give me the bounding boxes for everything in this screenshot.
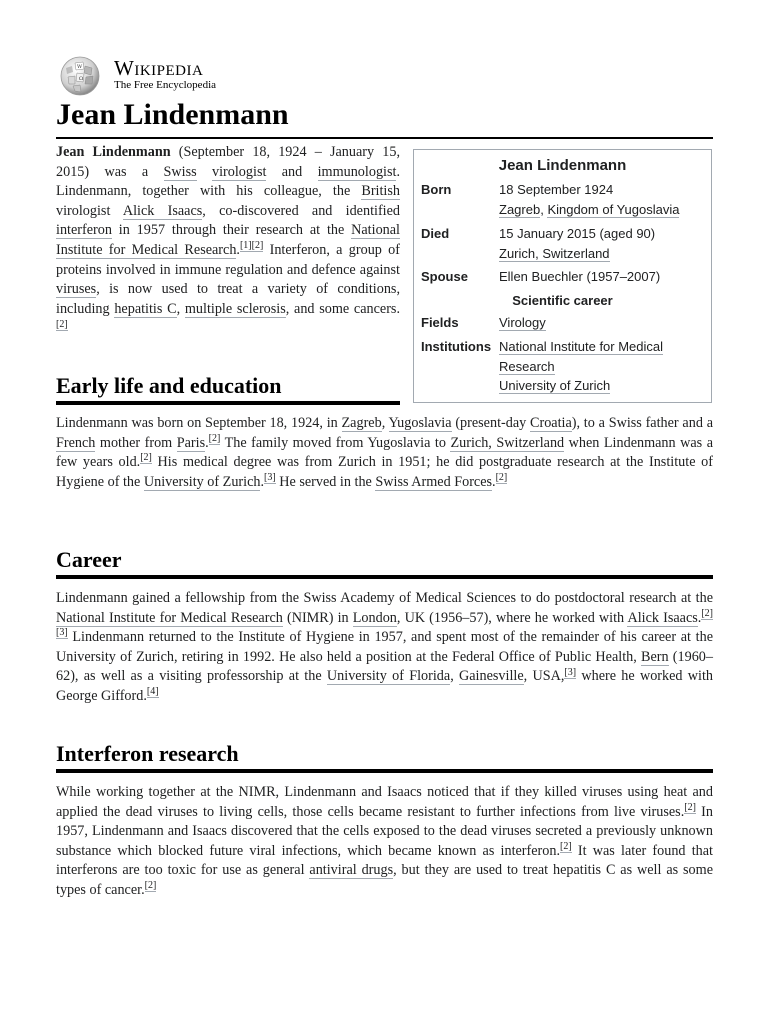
- infobox-value-died: [499, 224, 704, 263]
- text: where he worked with George Gifford.: [56, 668, 714, 704]
- citation-3[interactable]: [3]: [564, 666, 577, 678]
- text: [197, 164, 212, 180]
- link-zurich-switzerland[interactable]: Zurich, Switzerland: [450, 434, 565, 451]
- link-french[interactable]: French: [56, 434, 96, 451]
- link-virologist[interactable]: virologist: [212, 163, 267, 180]
- text: . Lindenmann, together with his colleague, the: [56, 163, 400, 200]
- svg-text:Ω: Ω: [79, 76, 84, 82]
- text: (present-day: [451, 415, 530, 431]
- link-alick-isaacs[interactable]: Alick Isaacs: [122, 202, 203, 219]
- wikipedia-tagline: The Free Encyclopedia: [114, 79, 217, 91]
- text: Interferon, a group of proteins involved in immune regulation and defence against: [56, 241, 400, 278]
- link-gainesville[interactable]: Gainesville: [459, 668, 524, 685]
- infobox-label-fields: Fields: [421, 315, 459, 330]
- section-divider: [56, 401, 400, 405]
- title-divider: [56, 137, 713, 139]
- text: Lindenmann gained a fellowship from the Swiss Academy of Medical Sciences to do postdoctoral research at the: [56, 590, 713, 606]
- section-divider: [56, 575, 713, 579]
- infobox-label-institutions: Institutions: [421, 339, 492, 354]
- infobox-title: Jean Lindenmann: [498, 157, 627, 174]
- wikipedia-wordmark: Wikipedia: [114, 56, 204, 80]
- text: and: [266, 163, 318, 180]
- link-virology[interactable]: Virology: [499, 315, 546, 330]
- link-zagreb[interactable]: Zagreb: [499, 201, 541, 217]
- text: .: [697, 609, 702, 626]
- citation-3[interactable]: [3]: [264, 472, 276, 484]
- link-hepatitis-c[interactable]: hepatitis C: [114, 300, 177, 317]
- citation-2[interactable]: [2]: [560, 841, 572, 853]
- text: It was later found that interferons are too toxic for use as general: [56, 842, 713, 879]
- text: He served in the: [275, 473, 376, 490]
- link-swiss-armed-forces[interactable]: Swiss Armed Forces: [375, 473, 493, 490]
- link-british[interactable]: British: [361, 183, 400, 200]
- infobox-value-spouse: Ellen Buechler (1957–2007): [499, 269, 661, 284]
- link-multiple-sclerosis[interactable]: multiple sclerosis: [184, 300, 286, 317]
- infobox: [413, 149, 712, 403]
- citation-4[interactable]: [4]: [146, 686, 159, 698]
- text: , but they are used to treat hepatitis C as well as some types of cancer.: [56, 862, 713, 898]
- text: in 1957 through their research at the: [111, 222, 352, 239]
- link-interferon[interactable]: interferon: [56, 222, 112, 239]
- section-divider: [56, 769, 713, 773]
- link-nimr[interactable]: National Institute for Medical Research: [499, 339, 664, 374]
- text: .: [205, 434, 209, 451]
- citation-1[interactable]: [1]: [239, 240, 252, 252]
- born-place: [499, 200, 704, 220]
- died-date: 15 January 2015 (aged 90): [499, 226, 656, 241]
- link-immunologist[interactable]: immunologist: [317, 163, 397, 180]
- interferon-paragraph: [56, 783, 713, 901]
- citation-2[interactable]: [2]: [140, 452, 152, 464]
- text: .: [492, 473, 496, 490]
- infobox-value-fields: [499, 313, 704, 333]
- link-zurich-switzerland[interactable]: Zurich, Switzerland: [499, 245, 610, 261]
- infobox-section-scientific-career: Scientific career: [512, 293, 613, 308]
- text: (September 18, 1924 – January 15, 2015) was a: [56, 144, 400, 180]
- text: In 1957, Lindenmann and Isaacs discovered that the cells exposed to the dead viruses secreted a previously unknown substance which blocked future viral infections, which became known as interferon.: [56, 803, 713, 859]
- citation-2[interactable]: [2]: [208, 432, 221, 444]
- infobox-value-institutions: [499, 337, 704, 396]
- text: , USA,: [523, 668, 565, 685]
- text: Lindenmann was born on September 18, 1924, in: [56, 415, 342, 431]
- text: While working together at the NIMR, Lindenmann and Isaacs noticed that if they killed viruses using heat and applied the dead viruses to living cells, those cells became resistant to further infections from live viruses.: [56, 784, 713, 820]
- link-viruses[interactable]: viruses: [56, 281, 97, 298]
- citation-2[interactable]: [2]: [251, 240, 264, 252]
- citation-2[interactable]: [2]: [495, 472, 508, 484]
- text: Lindenmann returned to the Institute of Hygiene in 1957, and spent most of the remainder of his career at the University of Zurich, retiring in 1992. He also held a position at the Federal Office of Public Health,: [56, 629, 713, 665]
- text: (NIMR) in: [282, 609, 353, 626]
- text: , and some cancers.: [285, 300, 400, 317]
- citation-3[interactable]: [3]: [56, 627, 68, 639]
- early-life-paragraph: [56, 414, 713, 492]
- heading-early-life: Early life and education: [56, 373, 282, 398]
- link-alick-isaacs[interactable]: Alick Isaacs: [627, 609, 698, 626]
- citation-2[interactable]: [2]: [701, 607, 714, 619]
- citation-2[interactable]: [2]: [144, 880, 157, 892]
- heading-interferon-research: Interferon research: [56, 741, 239, 766]
- born-date: 18 September 1924: [499, 182, 614, 197]
- text: ,: [176, 300, 185, 317]
- intro-paragraph: [56, 143, 400, 339]
- heading-career: Career: [56, 547, 122, 572]
- text: ,: [540, 201, 548, 217]
- infobox-label-spouse: Spouse: [421, 269, 468, 284]
- page-title: Jean Lindenmann: [56, 98, 289, 131]
- citation-2[interactable]: [2]: [684, 801, 696, 813]
- link-paris[interactable]: Paris: [176, 434, 206, 451]
- link-croatia[interactable]: Croatia: [530, 415, 572, 431]
- wikipedia-globe-icon: [56, 54, 104, 96]
- text: when Lindenmann was a few years old.: [56, 434, 713, 471]
- wikipedia-logo[interactable]: [56, 54, 276, 96]
- link-university-of-zurich[interactable]: University of Zurich: [499, 378, 611, 393]
- career-paragraph: [56, 589, 713, 707]
- text: , is now used to treat a variety of conditions, including: [56, 281, 400, 317]
- infobox-value-born: [499, 180, 704, 219]
- text: ,: [381, 415, 389, 431]
- text: .: [260, 473, 265, 490]
- text: ,: [450, 668, 460, 685]
- link-london[interactable]: London: [352, 609, 397, 626]
- infobox-label-died: Died: [421, 226, 450, 241]
- text: , UK (1956–57), where he worked with: [396, 609, 628, 626]
- citation-2[interactable]: [2]: [56, 318, 68, 330]
- link-university-of-zurich[interactable]: University of Zurich: [143, 473, 261, 490]
- text: virologist: [56, 202, 123, 219]
- text: , co-discovered and identified: [202, 202, 401, 219]
- svg-text:W: W: [77, 64, 83, 70]
- link-bern[interactable]: Bern: [640, 648, 669, 665]
- link-nimr[interactable]: National Institute for Medical Research: [56, 222, 400, 258]
- link-zagreb[interactable]: Zagreb: [341, 415, 382, 431]
- text: The family moved from Yugoslavia to: [220, 434, 451, 451]
- text: .: [236, 241, 240, 258]
- link-kingdom-of-yugoslavia[interactable]: Kingdom of Yugoslavia: [547, 201, 680, 217]
- link-yugoslavia[interactable]: Yugoslavia: [388, 415, 452, 431]
- text: mother from: [95, 434, 177, 451]
- link-swiss[interactable]: Swiss: [163, 163, 197, 180]
- link-nimr[interactable]: National Institute for Medical Research: [56, 609, 283, 626]
- text: (1960–62), as well as a visiting professorship at the: [56, 648, 713, 685]
- infobox-label-born: Born: [421, 182, 452, 197]
- link-university-of-florida[interactable]: University of Florida: [326, 668, 451, 685]
- subject-name: Jean Lindenmann: [56, 144, 171, 160]
- text: ), to a Swiss father and a: [571, 415, 713, 431]
- link-antiviral-drugs[interactable]: antiviral drugs: [309, 862, 394, 879]
- text: His medical degree was from Zurich in 1951; he did postgraduate research at the Institute of Hygiene of the: [56, 454, 713, 490]
